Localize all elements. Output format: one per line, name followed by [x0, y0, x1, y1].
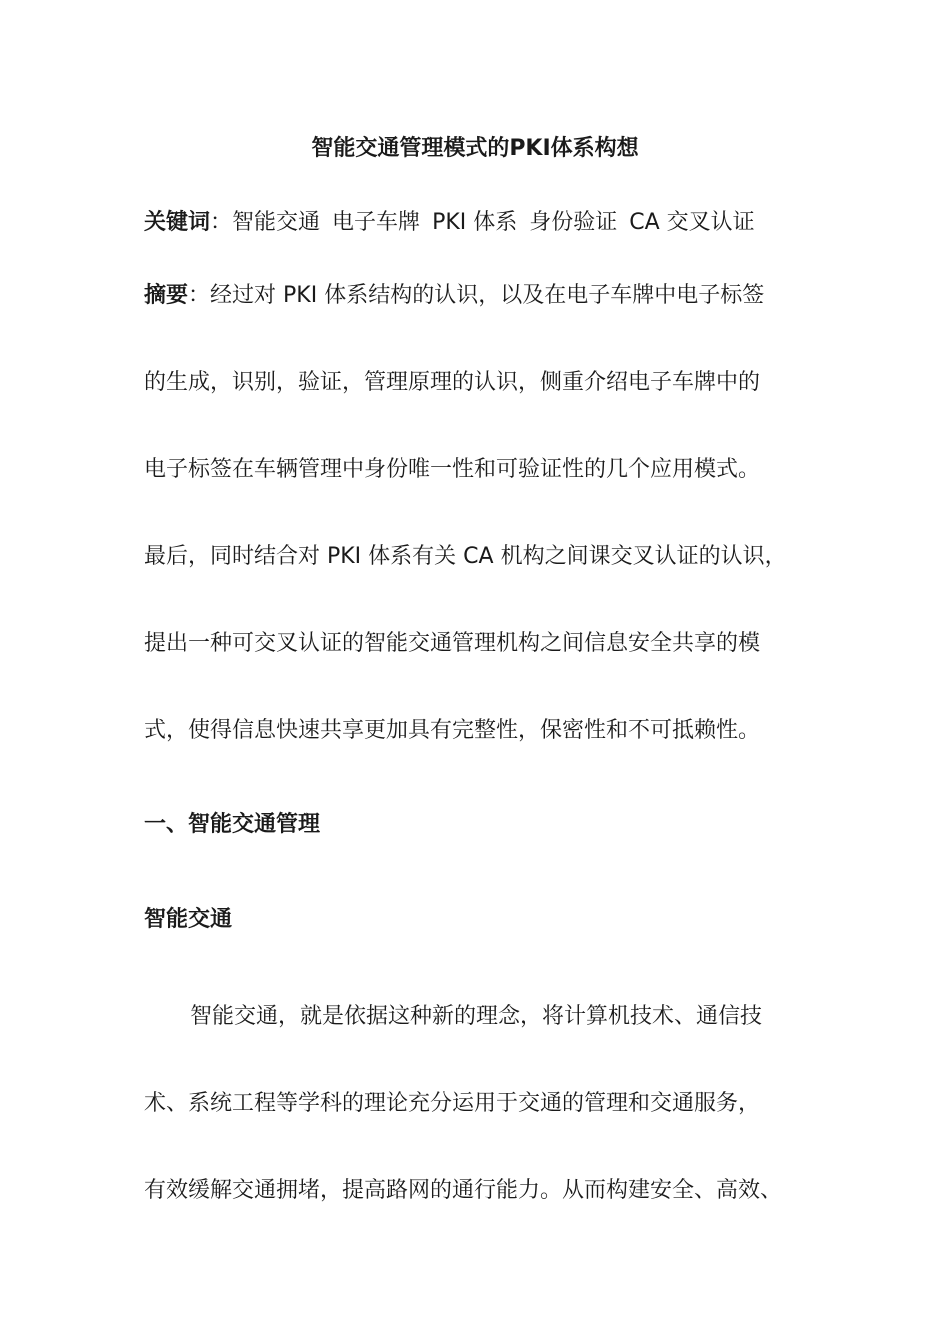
abstract-line-1 [144, 281, 764, 311]
abstract-line-5: 提出一种可交叉认证的智能交通管理机构之间信息安全共享的模 [144, 631, 761, 656]
abstract-line-4: 最后，同时结合对 PKI 体系有关 CA 机构之间课交叉认证的认识， [144, 544, 787, 569]
abstract-text: 经过对 PKI 体系结构的认识，以及在电子车牌中电子标签 [210, 283, 765, 308]
keyword-item: PKI 体系 [432, 210, 518, 235]
section-subheading: 智能交通 [144, 907, 233, 932]
abstract-colon: ： [188, 283, 211, 308]
document-title: 智能交通管理模式的PKI体系构想 [311, 136, 639, 161]
abstract-line-6: 式，使得信息快速共享更加具有完整性，保密性和不可抵赖性。 [144, 718, 761, 743]
paragraph-line-2: 术、系统工程等学科的理论充分运用于交通的管理和交通服务， [144, 1091, 761, 1116]
keywords-colon: ： [210, 210, 233, 235]
keyword-item: CA 交叉认证 [629, 210, 755, 235]
keywords-line [144, 208, 755, 238]
keyword-item: 身份验证 [529, 210, 618, 235]
abstract-line-3: 电子标签在车辆管理中身份唯一性和可验证性的几个应用模式。 [144, 457, 761, 482]
abstract-label: 摘要 [144, 283, 189, 308]
paragraph-line-1: 智能交通，就是依据这种新的理念，将计算机技术、通信技 [190, 1004, 763, 1029]
abstract-line-2: 的生成，识别，验证，管理原理的认识，侧重介绍电子车牌中的 [144, 370, 761, 395]
section-heading: 一、智能交通管理 [144, 812, 321, 837]
keyword-item: 智能交通 [232, 210, 321, 235]
keyword-item: 电子车牌 [332, 210, 421, 235]
keywords-label: 关键词 [144, 210, 211, 235]
paragraph-line-3: 有效缓解交通拥堵，提高路网的通行能力。从而构建安全、高效、 [144, 1178, 783, 1203]
